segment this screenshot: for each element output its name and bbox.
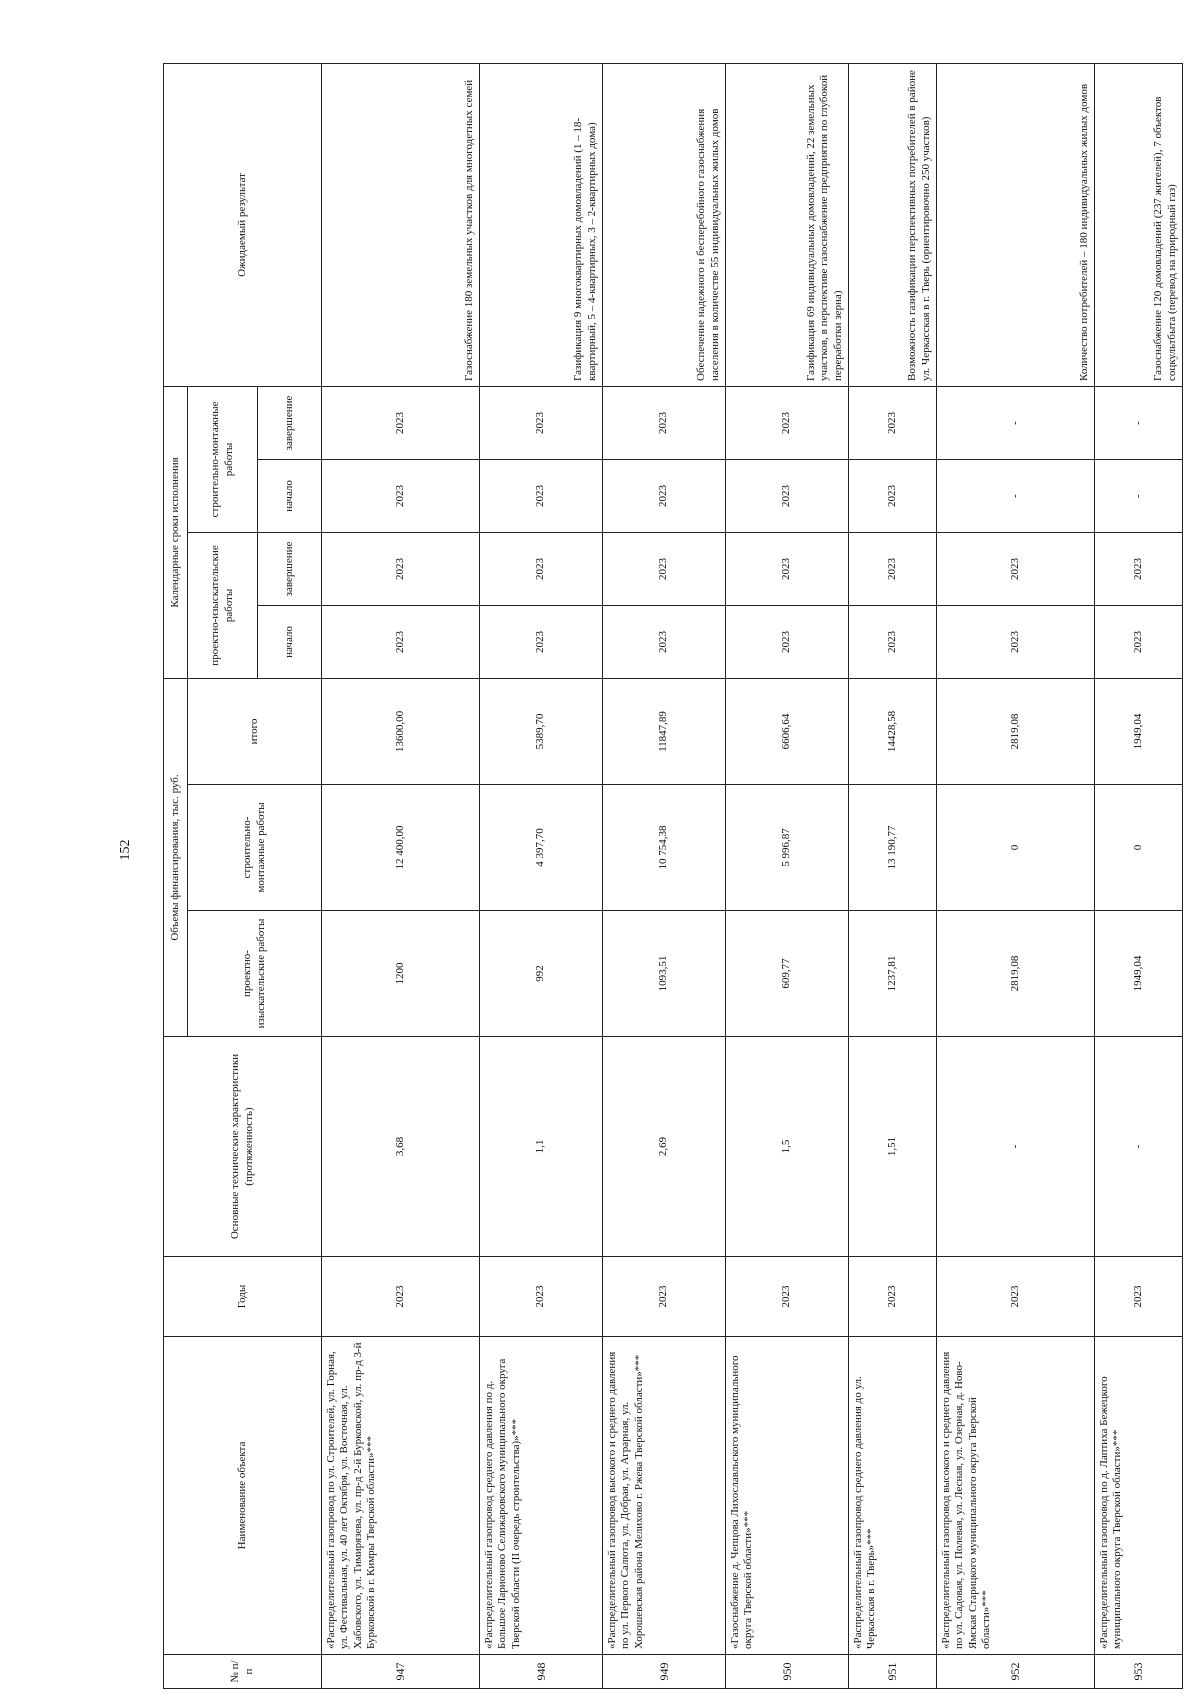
construction-start: 2023: [322, 460, 480, 533]
survey-end: 2023: [848, 533, 936, 606]
header-result: Ожидаемый результат: [164, 63, 322, 386]
construction-start: 2023: [602, 460, 725, 533]
finance-survey: 1200: [322, 911, 480, 1037]
tech-length: 1,51: [848, 1037, 936, 1257]
finance-total: 2819,08: [936, 679, 1094, 785]
finance-survey: 1093,51: [602, 911, 725, 1037]
header-years: Годы: [164, 1257, 322, 1337]
object-name: «Распределительный газопровод среднего давления по д. Большое Ларионово Селижаровского муниципального округа Тверской области (II очередь строительства)»***: [479, 1337, 602, 1655]
tech-length: 3,68: [322, 1037, 480, 1257]
finance-survey: 1949,04: [1094, 911, 1182, 1037]
year: 2023: [936, 1257, 1094, 1337]
expected-result: Газификация 9 многоквартирных домовладений (1 – 18-квартирный, 5 – 4-квартирных, 3 – 2-квартирных дома): [479, 63, 602, 386]
header-construction-start: начало: [258, 460, 322, 533]
row-num: 947: [322, 1655, 480, 1689]
survey-start: 2023: [1094, 606, 1182, 679]
construction-start: 2023: [479, 460, 602, 533]
finance-construction: 0: [936, 785, 1094, 911]
construction-start: 2023: [848, 460, 936, 533]
finance-construction: 5 996,87: [725, 785, 848, 911]
finance-total: 11847,89: [602, 679, 725, 785]
header-schedule-survey: проектно-изыскательские работы: [188, 533, 258, 679]
survey-start: 2023: [479, 606, 602, 679]
expected-result: Газоснабжение 120 домовладений (237 жителей), 7 объектов соцкультбыта (перевод на природный газ): [1094, 63, 1182, 386]
survey-end: 2023: [1094, 533, 1182, 606]
expected-result: Возможность газификации перспективных потребителей в районе ул. Черкасская в г. Тверь (ориентировочно 250 участков): [848, 63, 936, 386]
header-name: Наименование объекта: [164, 1337, 322, 1655]
survey-start: 2023: [602, 606, 725, 679]
construction-start: -: [936, 460, 1094, 533]
header-finance-survey: проектно-изыскательские работы: [188, 911, 322, 1037]
survey-start: 2023: [936, 606, 1094, 679]
survey-end: 2023: [479, 533, 602, 606]
object-name: «Распределительный газопровод среднего давления до ул. Черкасская в г. Тверь»***: [848, 1337, 936, 1655]
object-name: «Распределительный газопровод высокого и среднего давления по ул. Первого Салюта, ул. Добрая, ул. Аграрная, ул. Хорошевская района Мелихово г. Ржева Тверской области»***: [602, 1337, 725, 1655]
survey-end: 2023: [936, 533, 1094, 606]
survey-start: 2023: [848, 606, 936, 679]
year: 2023: [322, 1257, 480, 1337]
year: 2023: [479, 1257, 602, 1337]
finance-survey: 609,77: [725, 911, 848, 1037]
finance-survey: 2819,08: [936, 911, 1094, 1037]
construction-end: -: [1094, 386, 1182, 459]
year: 2023: [1094, 1257, 1182, 1337]
object-name: «Газоснабжение д. Чепцова Лихославльского муниципального округа Тверской области»***: [725, 1337, 848, 1655]
header-tech: Основные технические характеристики (протяженность): [164, 1037, 322, 1257]
object-name: «Распределительный газопровод по д. Лаптиха Бежецкого муниципального округа Тверской области»***: [1094, 1337, 1182, 1655]
header-finance: Объемы финансирования, тыс. руб.: [164, 679, 188, 1037]
survey-end: 2023: [725, 533, 848, 606]
finance-total: 5389,70: [479, 679, 602, 785]
header-num: № п/п: [164, 1655, 322, 1689]
row-num: 951: [848, 1655, 936, 1689]
rotated-table-wrapper: [163, 64, 1183, 1689]
expected-result: Газоснабжение 180 земельных участков для многодетных семей: [322, 63, 480, 386]
year: 2023: [725, 1257, 848, 1337]
construction-start: -: [1094, 460, 1182, 533]
gas-pipeline-projects-table: [163, 63, 1183, 1689]
tech-length: -: [936, 1037, 1094, 1257]
finance-construction: 4 397,70: [479, 785, 602, 911]
year: 2023: [848, 1257, 936, 1337]
row-num: 952: [936, 1655, 1094, 1689]
header-survey-start: начало: [258, 606, 322, 679]
expected-result: Обеспечение надежного и бесперебойного газоснабжения населения в количестве 55 индивидуальных жилых домов: [602, 63, 725, 386]
finance-total: 14428,58: [848, 679, 936, 785]
expected-result: Газификация 69 индивидуальных домовладений, 22 земельных участков, в перспективе газоснабжение предприятия по глубокой переработки зерна): [725, 63, 848, 386]
construction-end: 2023: [479, 386, 602, 459]
header-schedule-construction: строительно-монтажные работы: [188, 386, 258, 532]
finance-construction: 10 754,38: [602, 785, 725, 911]
object-name: «Распределительный газопровод высокого и среднего давления по ул. Садовая, ул. Полевая, ул. Лесная, ул. Озерная, д. Ново-Ямская Старицкого муниципального округа Тверской области»***: [936, 1337, 1094, 1655]
row-num: 948: [479, 1655, 602, 1689]
object-name: «Распределительный газопровод по ул. Строителей, ул. Горная, ул. Фестивальная, ул. 40 лет Октября, ул. Восточная, ул. Хабовского, ул. Тимирязева, ул. пр-д 2-й Бурковской, ул. пр-д 3-й Бурковской в г. Кимры Тверской области»***: [322, 1337, 480, 1655]
finance-total: 13600,00: [322, 679, 480, 785]
finance-survey: 992: [479, 911, 602, 1037]
header-schedule: Календарные сроки исполнения: [164, 386, 188, 678]
finance-construction: 12 400,00: [322, 785, 480, 911]
finance-total: 6606,64: [725, 679, 848, 785]
row-num: 953: [1094, 1655, 1182, 1689]
finance-construction: 0: [1094, 785, 1182, 911]
header-construction-end: завершение: [258, 386, 322, 459]
year: 2023: [602, 1257, 725, 1337]
header-finance-total: итого: [188, 679, 322, 785]
row-num: 949: [602, 1655, 725, 1689]
header-survey-end: завершение: [258, 533, 322, 606]
finance-survey: 1237,81: [848, 911, 936, 1037]
construction-end: 2023: [602, 386, 725, 459]
construction-end: 2023: [848, 386, 936, 459]
tech-length: -: [1094, 1037, 1182, 1257]
construction-end: 2023: [725, 386, 848, 459]
construction-end: 2023: [322, 386, 480, 459]
survey-end: 2023: [602, 533, 725, 606]
header-finance-construction: строительно-монтажные работы: [188, 785, 322, 911]
construction-end: -: [936, 386, 1094, 459]
construction-start: 2023: [725, 460, 848, 533]
tech-length: 1,1: [479, 1037, 602, 1257]
expected-result: Количество потребителей – 180 индивидуальных жилых домов: [936, 63, 1094, 386]
tech-length: 1,5: [725, 1037, 848, 1257]
survey-start: 2023: [725, 606, 848, 679]
row-num: 950: [725, 1655, 848, 1689]
survey-end: 2023: [322, 533, 480, 606]
finance-construction: 13 190,77: [848, 785, 936, 911]
tech-length: 2,69: [602, 1037, 725, 1257]
finance-total: 1949,04: [1094, 679, 1182, 785]
survey-start: 2023: [322, 606, 480, 679]
page-number: 152: [118, 839, 133, 861]
